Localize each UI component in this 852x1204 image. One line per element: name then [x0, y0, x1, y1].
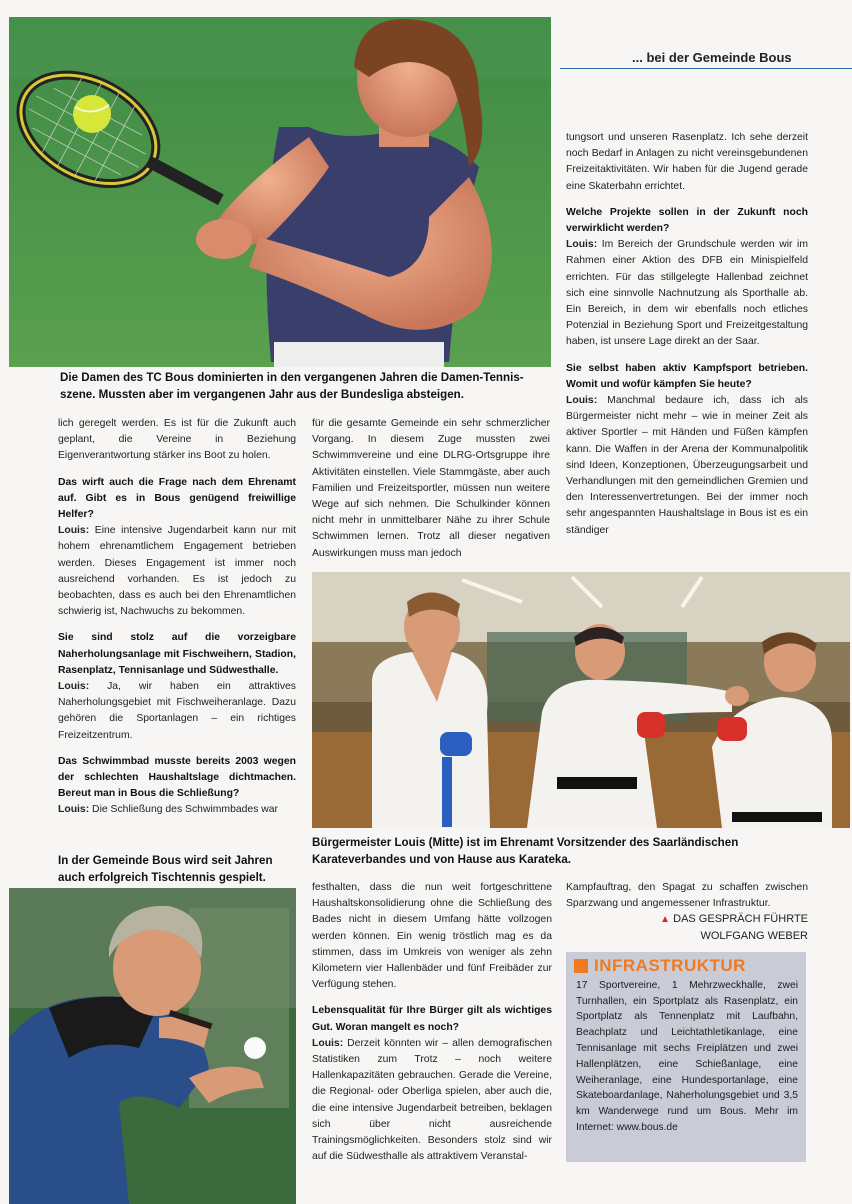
- col1-paragraph: lich geregelt werden. Es ist für die Zukunft auch geplant, die Vereine in Beziehung Eigenverantwortung stärker ins Boot zu holen.: [58, 418, 296, 462]
- tennis-photo-illustration: [9, 17, 551, 367]
- speaker-label: Louis:: [566, 395, 598, 407]
- tabletennis-photo-illustration: [9, 888, 296, 1204]
- speaker-label: Louis:: [312, 1037, 344, 1049]
- pingpong-ball: [244, 1037, 266, 1059]
- karate-photo-illustration: [312, 572, 850, 828]
- credit-text: DAS GESPRÄCH FÜHRTE: [673, 913, 808, 925]
- speaker-label: Louis:: [58, 525, 90, 537]
- speaker-label: Louis:: [58, 681, 90, 693]
- col1-qa-3: [58, 754, 296, 819]
- karate-photo: [312, 572, 850, 828]
- article-column-3: [566, 130, 808, 549]
- triangle-icon: ▲: [660, 914, 671, 925]
- page-header-title: ... bei der Gemeinde Bous: [632, 50, 792, 65]
- answer: Manchmal bedaure ich, dass ich als Bürgermeister nicht mehr – wie in meiner Zeit als aktiver Sportler – mit Händen und Füßen kämpfen kann. Die Waffen in der Arena der Kommunalpolitik sind Ideen, Konzeptionen, Überzeugungsarbeit und Verhandlungen mit den gemeindlichen Gremien und den Interessenvertretungen. Bei der immer noch sehr angespannten Haushaltslage in Bous ist es ein ständiger: [566, 395, 808, 536]
- speaker-label: Louis:: [58, 804, 90, 816]
- question: Sie sind stolz auf die vorzeigbare Naherholungsanlage mit Fischweihern, Stadion, Rasenplatz, Tennisanlage und Südwesthalle.: [58, 632, 296, 676]
- question: Das Schwimmbad musste bereits 2003 wegen der schlechten Haushaltslage dichtmachen. Bereut man in Bous die Schließung?: [58, 755, 296, 800]
- tabletennis-caption: In der Gemeinde Bous wird seit Jahren auch erfolgreich Tischtennis gespielt.: [58, 854, 273, 884]
- answer: Im Bereich der Grundschule werden wir im Rahmen einer Aktion des DFB ein Minispielfeld errichten. Für das stillgelegte Hallenbad zeichnet sich eine sinnvolle Nachnutzung als Sporthalle ab. Ein Bereich, in dem wir ebenfalls noch etliches Potenzial in Beziehung Sport und Freizeitgestaltung haben, ist unsere Lage direkt an der Saar.: [566, 239, 808, 348]
- infrastructure-infobox: [566, 952, 806, 1162]
- question: Lebensqualität für Ihre Bürger gilt als wichtiges Gut. Woran mangelt es noch?: [312, 1005, 552, 1033]
- question: Das wirft auch die Frage nach dem Ehrenamt auf. Gibt es in Bous genügend freiwillige Helfer?: [58, 476, 296, 521]
- header-rule: [560, 68, 852, 69]
- answer: Ja, wir haben ein attraktives Naherholungsgebiet mit Fischweiheranlage. Dazu gehören die Sportanlagen – ein richtiges Freizeitzentrum.: [58, 681, 296, 741]
- tennis-caption: Die Damen des TC Bous dominierten in den vergangenen Jahren die Damen-Tennis-szene. Mussten aber im vergangenen Jahr aus der Bundesliga absteigen.: [60, 371, 524, 401]
- answer: Eine intensive Jugendarbeit kann nur mit hohem ehrenamtlichem Engagement betrieben werden. Dieses Engagement ist immer noch ausreichend vorhanden. Es ist jedoch zu beobachten, dass es auch bei den Ehrenamtlichen schwierig ist, Nachwuchs zu bekommen.: [58, 525, 296, 618]
- tennis-ball: [73, 95, 111, 133]
- article-column-2: [312, 416, 550, 572]
- col2-paragraph: für die gesamte Gemeinde ein sehr schmerzlicher Vorgang. In diesem Zuge mussten zwei Schwimmvereine und eine DLRG-Ortsgruppe ihre Aktivitäten einstellen. Viele Stammgäste, aber auch Familien und Freizeitsportler, müssen nun weitere Wege auf sich nehmen. Die Schulkinder können nicht mehr in unmittelbarer Nähe zu ihrer Schule Schwimmen lernen. Trotz all dieser negativen Auswirkungen muss man jedoch: [312, 418, 550, 559]
- col1-qa-2: [58, 630, 296, 743]
- question: Welche Projekte sollen in der Zukunft noch verwirklicht werden?: [566, 206, 808, 235]
- col4-qa-1: [312, 1003, 552, 1165]
- answer: Derzeit könnten wir – allen demografischen Statistiken zum Trotz – noch weitere Hallenkapazitäten gebrauchen. Gerade die Vereine, die Regional- oder Oberliga spielen, aber auch die, die eine intensive Jugendarbeit betreiben, beklagen sich über nicht ausreichende Trainingsmöglichkeiten. Besonders stolz sind wir auf die Südwesthalle als attraktivem Veranstal-: [312, 1037, 552, 1163]
- col5-paragraph: Kampfauftrag, den Spagat zu schaffen zwischen Sparzwang und angemessener Infrastruktur.: [566, 882, 808, 910]
- col3-qa-2: [566, 361, 808, 539]
- tennis-photo: [9, 17, 551, 367]
- infobox-title: [574, 958, 798, 974]
- infobox-title-text: INFRASTRUKTUR: [594, 956, 746, 975]
- credit-line-1: [566, 911, 808, 928]
- karate-caption: Bürgermeister Louis (Mitte) ist im Ehrenamt Vorsitzender des Saarländischen Karateverbandes und von Hause aus Karateka.: [312, 836, 739, 866]
- answer: Die Schließung des Schwimmbades war: [89, 804, 279, 816]
- interview-credit: [566, 911, 808, 944]
- col4-paragraph: festhalten, dass die nun weit fortgeschrittene Haushaltskonsolidierung ohne die Schließung des Bades nicht in diesem Umfang hätte vollzogen werden können. Ein wenig tröstlich mag es da stimmen, dass im Umkreis von weniger als zehn Kilometern vier Hallenbäder und fünf Freibäder zur Verfügung stehen.: [312, 882, 552, 991]
- col3-paragraph: tungsort und unseren Rasenplatz. Ich sehe derzeit noch Bedarf in Anlagen zu nicht vereinsgebundenen Freizeitaktivitäten. Wir haben für die Jugend gerade eine Skaterbahn errichtet.: [566, 132, 808, 192]
- col3-qa-1: [566, 205, 808, 351]
- article-column-1: [58, 416, 296, 829]
- square-bullet-icon: [574, 959, 588, 973]
- credit-line-2: WOLFGANG WEBER: [700, 930, 808, 942]
- article-column-4: [312, 880, 552, 1175]
- col1-qa-1: [58, 475, 296, 621]
- speaker-label: Louis:: [566, 239, 598, 251]
- infobox-text: 17 Sportvereine, 1 Mehrzweckhalle, zwei Turnhallen, ein Sportplatz als Rasenplatz, ein Sportplatz als Tennenplatz mit Laufbahn, Beachplatz und Leichtathletikanlage, eine Tennisanlage mit sechs Freiplätzen und zwei Hallenplätzen, eine Schießanlage, eine Weiheranlage, eine Hundesportanlage, eine Skateboardanlage, Naherholungsgebiet und 3,5 km Wanderwege rund um Bous. Mehr im Internet: www.bous.de: [576, 979, 798, 1133]
- question: Sie selbst haben aktiv Kampfsport betrieben. Womit und wofür kämpfen Sie heute?: [566, 362, 808, 390]
- tabletennis-photo: [9, 888, 296, 1204]
